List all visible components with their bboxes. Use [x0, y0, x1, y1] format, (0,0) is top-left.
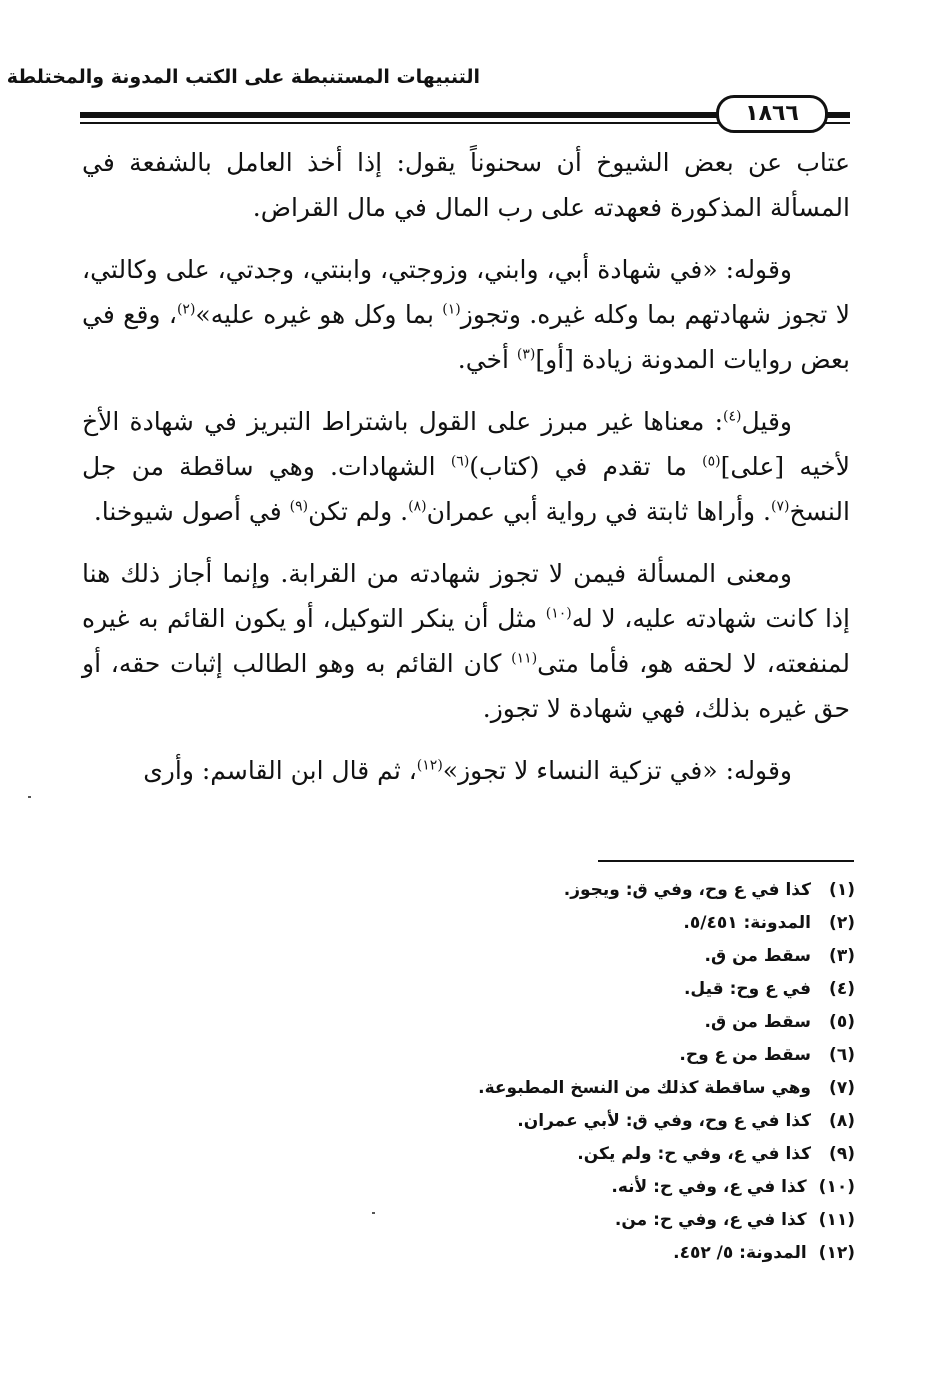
- footnote-item: [300, 940, 855, 973]
- footnote-marker-12[interactable]: (١٢): [416, 757, 443, 774]
- footnote-marker-2[interactable]: (٢): [176, 301, 196, 318]
- footnote-number[interactable]: (٩): [829, 1144, 855, 1164]
- footnotes-list: [300, 874, 855, 1270]
- text-segment: ، ثم قال ابن القاسم: وأرى: [143, 756, 417, 785]
- footnote-item: [300, 1237, 855, 1270]
- text-segment: وقوله: «في تزكية النساء لا تجوز»: [442, 756, 792, 785]
- text-segment: بما وكل هو غيره عليه»: [195, 300, 443, 329]
- footnote-item: [300, 1138, 855, 1171]
- footnote-marker-1[interactable]: (١): [442, 301, 461, 318]
- text-segment: مثل أن ينكر التوكيل، أو يكون القائم به غيره لمنفعته، لا لحقه هو، فأما متى: [82, 604, 851, 678]
- footnote-number[interactable]: (٦): [829, 1045, 855, 1065]
- text-segment: وقيل: [741, 407, 792, 436]
- footnote-text: كذا في ع وح، وفي ق: ويجوز.: [563, 880, 811, 900]
- paragraph-4: [82, 551, 850, 731]
- text-segment: . ولم تكن: [308, 497, 409, 526]
- paragraph-2: [82, 247, 850, 382]
- scan-speck: [28, 796, 31, 798]
- text-segment: . وأراها ثابتة في رواية أبي عمران: [426, 497, 771, 526]
- text-segment: ومعنى المسألة فيمن لا تجوز شهادته من القرابة. وإنما أجاز ذلك هنا إذا كانت شهادته عليه، لا له: [82, 559, 850, 633]
- footnote-marker-9[interactable]: (٩): [289, 498, 309, 515]
- footnote-item: [300, 907, 855, 940]
- footnote-number[interactable]: (١٢): [818, 1243, 855, 1263]
- footnote-text: سقط من ق.: [704, 1012, 811, 1032]
- paragraph-1-text: عتاب عن بعض الشيوخ أن سحنوناً يقول: إذا أخذ العامل بالشفعة في المسألة المذكورة فعهدته على رب المال في مال القراض.: [82, 148, 850, 222]
- footnote-number[interactable]: (٢): [829, 913, 855, 933]
- scan-speck: [372, 1212, 375, 1214]
- footnote-marker-10[interactable]: (١٠): [545, 605, 572, 622]
- footnote-number[interactable]: (٨): [829, 1111, 855, 1131]
- footnote-text: سقط من ع وح.: [679, 1045, 811, 1065]
- footnote-number[interactable]: (٥): [829, 1012, 855, 1032]
- footnote-item: [300, 1105, 855, 1138]
- footnote-separator: [598, 860, 854, 862]
- footnote-marker-6[interactable]: (٦): [450, 453, 470, 470]
- footnote-item: [300, 1006, 855, 1039]
- footnote-marker-4[interactable]: (٤): [723, 408, 742, 425]
- footnote-number[interactable]: (١٠): [818, 1177, 855, 1197]
- footnote-text: المدونة: ٥/٤٥١.: [683, 913, 811, 933]
- footnote-marker-8[interactable]: (٨): [408, 498, 427, 515]
- footnote-text: المدونة: ٥/ ٤٥٢.: [673, 1243, 807, 1263]
- running-title: التنبيهات المستنبطة على الكتب المدونة والمختلطة: [6, 66, 480, 88]
- footnote-text: كذا في ع، وفي ح: ولم يكن.: [577, 1144, 811, 1164]
- page-number: ١٨٦٦: [716, 95, 828, 133]
- footnote-text: كذا في ع وح، وفي ق: لأبي عمران.: [517, 1111, 811, 1131]
- footnote-text: كذا في ع، وفي ح: من.: [614, 1210, 807, 1230]
- footnote-number[interactable]: (١١): [818, 1210, 855, 1230]
- footnote-text: سقط من ق.: [704, 946, 811, 966]
- text-segment: في أصول شيوخنا.: [93, 497, 290, 526]
- footnote-number[interactable]: (٤): [829, 979, 855, 999]
- footnote-number[interactable]: (١): [829, 880, 855, 900]
- footnote-item: [300, 1171, 855, 1204]
- text-segment: الشهادات. وهي ساقطة من جل النسخ: [82, 452, 850, 526]
- paragraph-3: [82, 399, 850, 534]
- footnote-marker-11[interactable]: (١١): [511, 650, 538, 667]
- text-segment: ما تقدم في (كتاب): [469, 452, 703, 481]
- footnote-item: [300, 1204, 855, 1237]
- footnote-marker-7[interactable]: (٧): [770, 498, 790, 515]
- text-segment: : معناها غير مبرز على القول باشتراط التبريز في شهادة الأخ لأخيه [على]: [82, 407, 850, 481]
- paragraph-1: [82, 140, 850, 230]
- footnote-item: [300, 973, 855, 1006]
- paragraph-5: [82, 748, 850, 793]
- footnote-text: وهي ساقطة كذلك من النسخ المطبوعة.: [478, 1078, 811, 1098]
- footnote-item: [300, 1039, 855, 1072]
- footnote-number[interactable]: (٧): [829, 1078, 855, 1098]
- footnote-marker-3[interactable]: (٣): [516, 346, 536, 363]
- footnote-item: [300, 874, 855, 907]
- footnote-marker-5[interactable]: (٥): [702, 453, 721, 470]
- text-segment: وقوله: «في شهادة أبي، وابني، وزوجتي، وابنتي، وجدتي، على وكالتي، لا تجوز شهادتهم بما وكله غيره. وتجوز: [82, 255, 850, 329]
- body-text: [82, 140, 850, 810]
- text-segment: كان القائم به وهو الطالب إثبات حقه، أو حق غيره بذلك، فهي شهادة لا تجوز.: [82, 649, 850, 723]
- footnote-item: [300, 1072, 855, 1105]
- footnote-text: كذا في ع، وفي ح: لأنه.: [611, 1177, 807, 1197]
- text-segment: أخي.: [457, 345, 517, 374]
- footnote-number[interactable]: (٣): [829, 946, 855, 966]
- text-segment: ، وقع في بعض روايات المدونة زيادة [أو]: [82, 300, 850, 374]
- footnote-text: في ع وح: قيل.: [683, 979, 811, 999]
